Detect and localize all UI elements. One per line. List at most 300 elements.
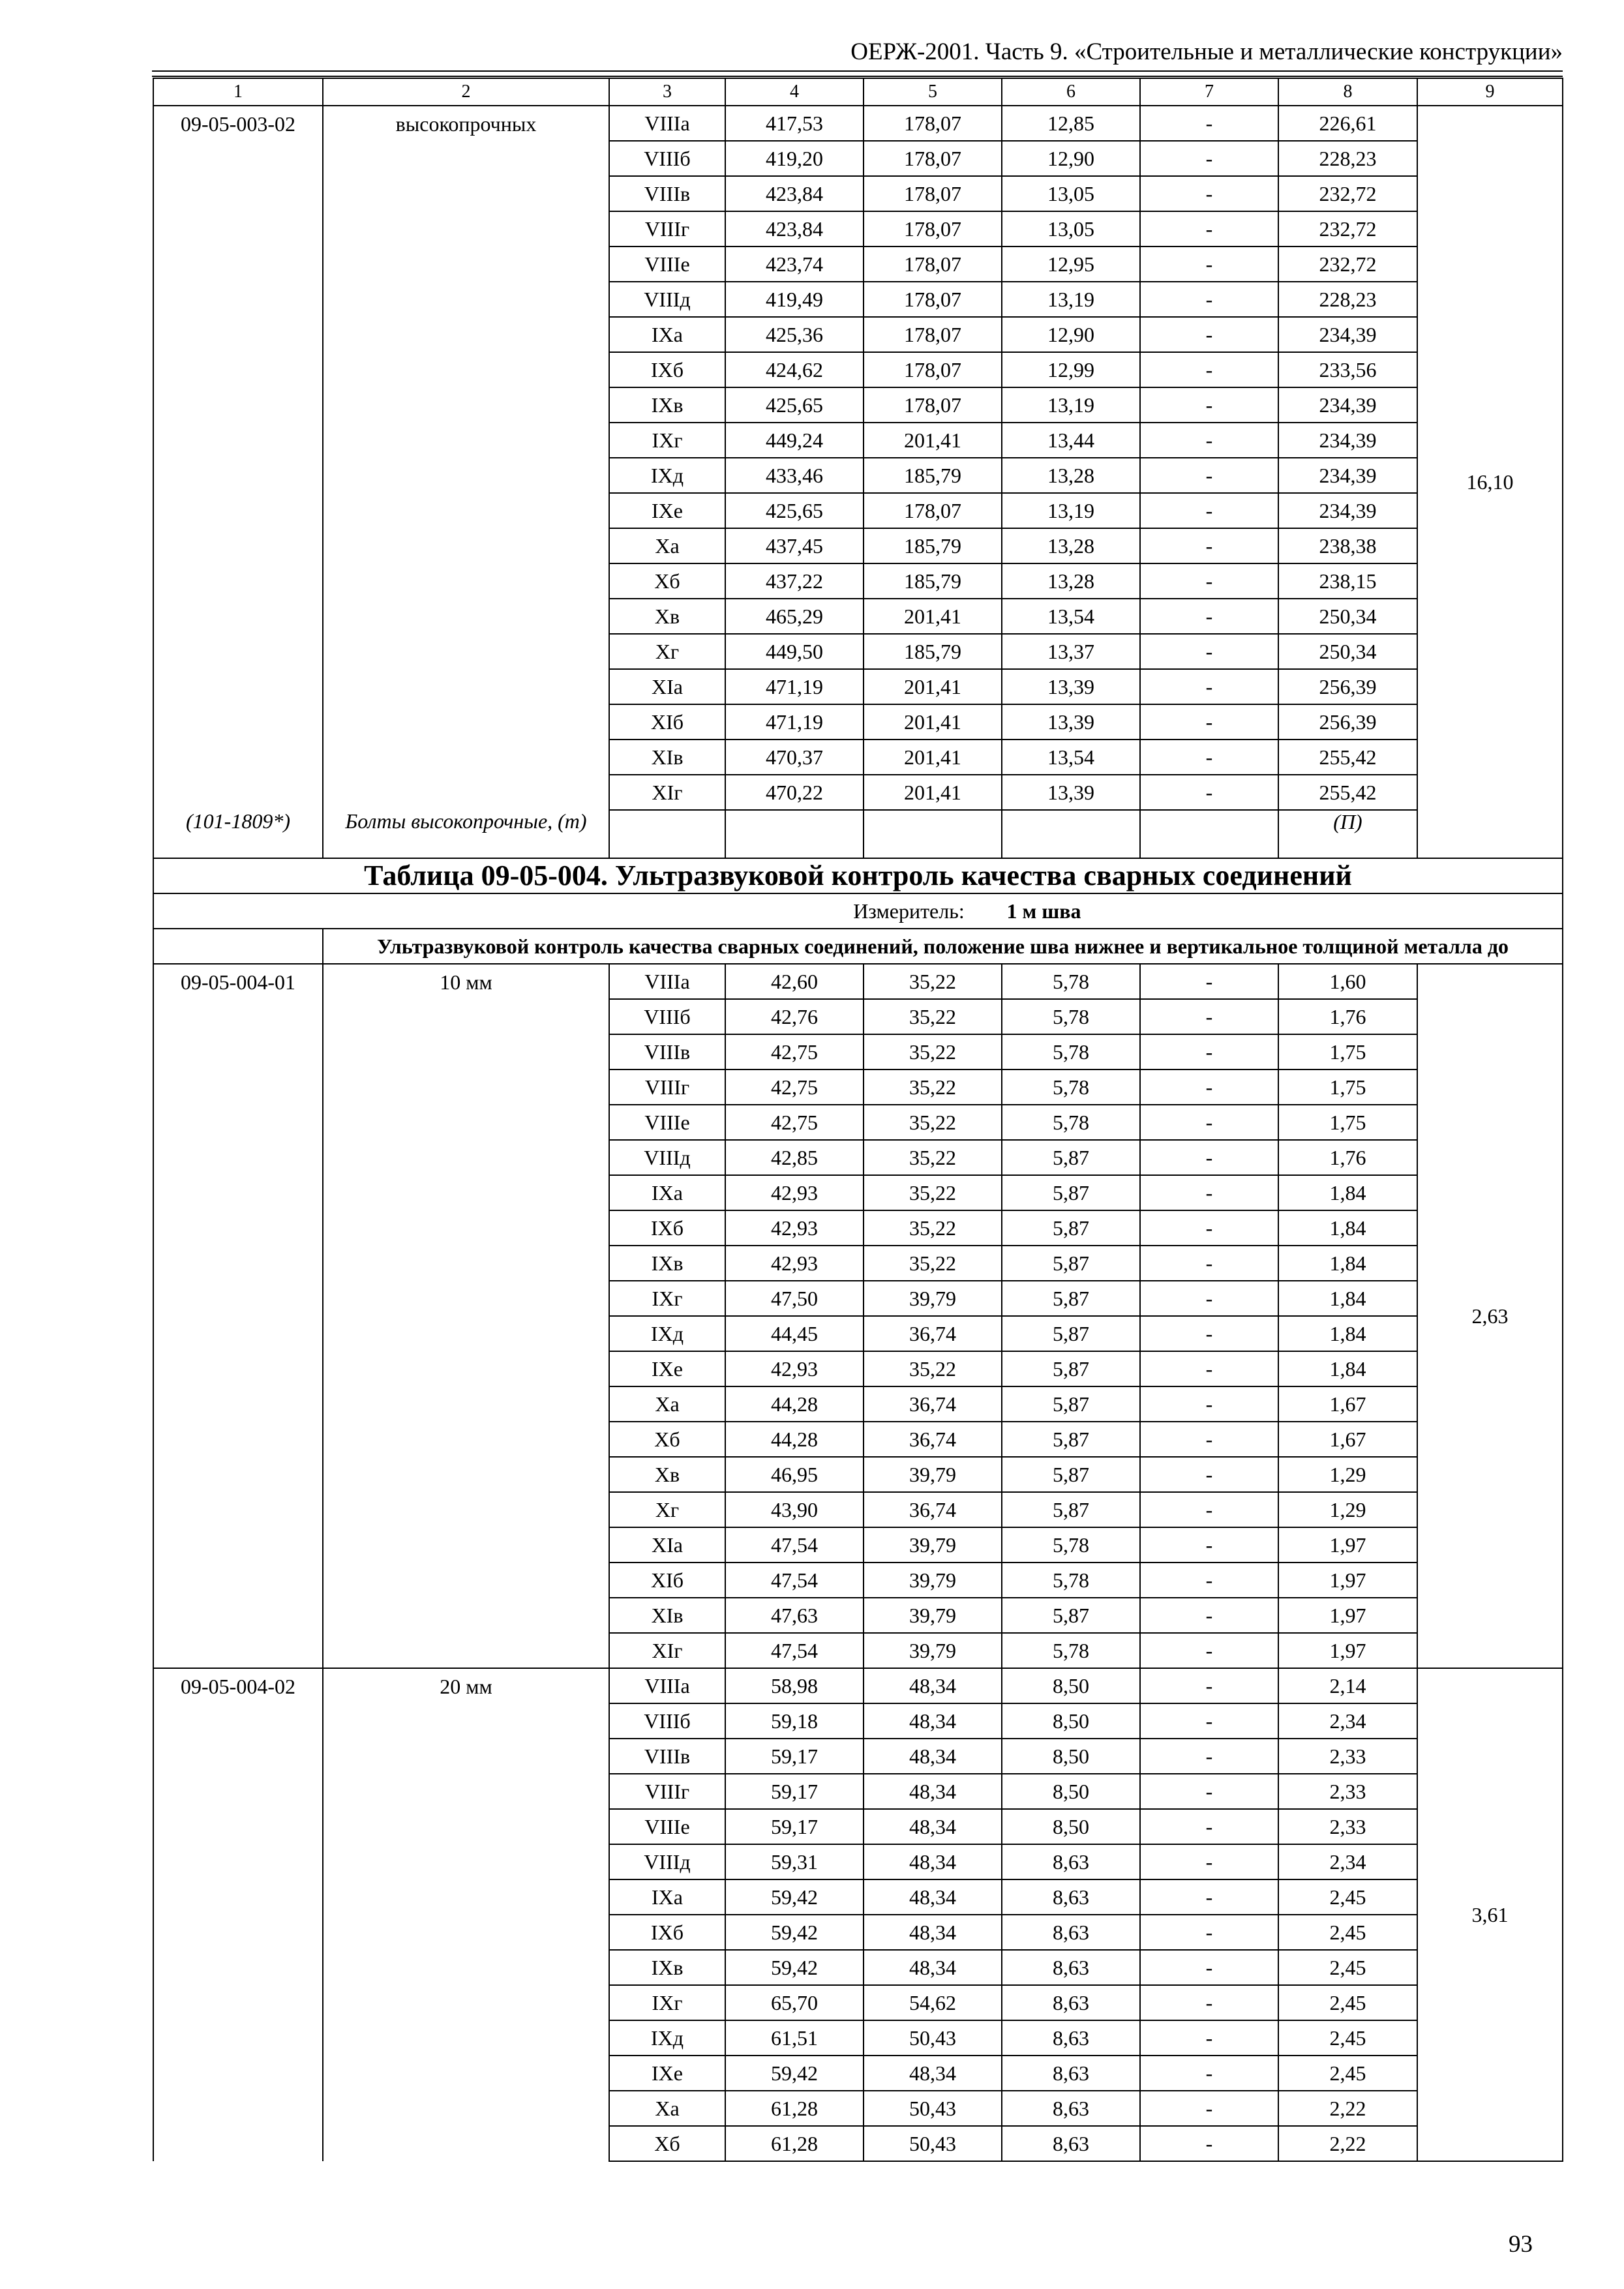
rate-code-empty [153, 599, 323, 634]
work-name-empty [323, 1492, 609, 1527]
value-cell: 470,37 [725, 740, 864, 775]
value-cell: 1,29 [1278, 1457, 1417, 1492]
value-cell: 425,65 [725, 387, 864, 423]
value-cell: 2,45 [1278, 1985, 1417, 2020]
value-cell: - [1140, 1915, 1278, 1950]
region-zone: XIа [609, 1527, 725, 1563]
work-name-empty [323, 1915, 609, 1950]
rate-code-empty [153, 1879, 323, 1915]
column-number: 6 [1002, 78, 1140, 106]
table-row [153, 1492, 1563, 1527]
rate-code-empty [153, 1281, 323, 1316]
value-cell: 233,56 [1278, 352, 1417, 387]
value-cell: 2,45 [1278, 2020, 1417, 2056]
value-cell: 1,97 [1278, 1633, 1417, 1668]
work-name-empty [323, 1527, 609, 1563]
value-cell: - [1140, 387, 1278, 423]
value-cell: 178,07 [864, 352, 1002, 387]
value-cell: 2,22 [1278, 2126, 1417, 2161]
value-cell: 61,28 [725, 2091, 864, 2126]
column-number: 4 [725, 78, 864, 106]
rate-code-empty [153, 1915, 323, 1950]
value-cell: - [1140, 1703, 1278, 1739]
rate-code-empty [153, 669, 323, 704]
table-row [153, 458, 1563, 493]
value-cell: 39,79 [864, 1563, 1002, 1598]
value-cell: 42,93 [725, 1351, 864, 1386]
value-cell: 8,63 [1002, 2091, 1140, 2126]
table-row [153, 1175, 1563, 1210]
value-cell: 12,85 [1002, 106, 1140, 141]
value-cell: - [1140, 247, 1278, 282]
value-cell: 419,20 [725, 141, 864, 176]
value-cell: 1,75 [1278, 1070, 1417, 1105]
work-name-empty [323, 1563, 609, 1598]
region-zone: VIIIд [609, 1140, 725, 1175]
value-cell: 42,93 [725, 1210, 864, 1246]
value-cell: 178,07 [864, 141, 1002, 176]
work-name: 20 мм [323, 1668, 609, 1703]
value-cell: - [1140, 1281, 1278, 1316]
measure-cell [153, 893, 1563, 929]
rate-code-empty [153, 1598, 323, 1633]
work-name-empty [323, 247, 609, 282]
table-row [153, 1739, 1563, 1774]
rate-code-empty [153, 1492, 323, 1527]
value-cell: 178,07 [864, 211, 1002, 247]
value-cell: 35,22 [864, 1140, 1002, 1175]
region-zone: VIIIв [609, 1034, 725, 1070]
value-cell: 5,78 [1002, 1633, 1140, 1668]
value-cell: 59,17 [725, 1739, 864, 1774]
value-cell: - [1140, 669, 1278, 704]
value-cell: - [1140, 282, 1278, 317]
empty-cell [609, 810, 725, 858]
table-row [153, 704, 1563, 740]
region-zone: VIIIв [609, 1739, 725, 1774]
value-cell: 5,87 [1002, 1210, 1140, 1246]
value-cell: 8,63 [1002, 2020, 1140, 2056]
table-body [153, 78, 1563, 2161]
value-cell: 50,43 [864, 2091, 1002, 2126]
table-row [153, 2126, 1563, 2161]
value-cell: 185,79 [864, 458, 1002, 493]
table-row [153, 141, 1563, 176]
rate-code-empty [153, 1950, 323, 1985]
section-subheading: Ультразвуковой контроль качества сварных соединений, положение шва нижнее и вертикальное толщиной металла до [323, 929, 1563, 964]
measure-label: Измеритель: [853, 899, 965, 923]
region-zone: VIIIб [609, 999, 725, 1034]
rate-code-empty [153, 1422, 323, 1457]
header-rule [152, 76, 1563, 77]
value-cell: - [1140, 1879, 1278, 1915]
region-zone: IXе [609, 493, 725, 528]
resource-unit-flag: (П) [1278, 810, 1417, 858]
work-name-empty [323, 599, 609, 634]
value-cell: 238,38 [1278, 528, 1417, 563]
value-cell: - [1140, 458, 1278, 493]
value-cell: 42,60 [725, 964, 864, 999]
value-cell: 8,63 [1002, 1844, 1140, 1879]
work-name-empty [323, 423, 609, 458]
value-cell: 2,45 [1278, 2056, 1417, 2091]
page-number: 93 [1509, 2231, 1533, 2258]
region-zone: IXб [609, 1915, 725, 1950]
value-cell: 228,23 [1278, 282, 1417, 317]
resource-name: Болты высокопрочные, (т) [323, 810, 609, 858]
value-cell: 5,87 [1002, 1246, 1140, 1281]
table-row [153, 528, 1563, 563]
rate-code-empty [153, 2126, 323, 2161]
work-name-empty [323, 1316, 609, 1351]
work-name-empty [323, 1457, 609, 1492]
column-number: 9 [1417, 78, 1563, 106]
value-cell: - [1140, 563, 1278, 599]
value-cell: 232,72 [1278, 176, 1417, 211]
rate-code-empty [153, 1457, 323, 1492]
value-cell: 185,79 [864, 634, 1002, 669]
table-row [153, 1070, 1563, 1105]
work-name-empty [323, 1985, 609, 2020]
work-name-empty [323, 282, 609, 317]
column-number: 3 [609, 78, 725, 106]
value-cell: 48,34 [864, 1879, 1002, 1915]
work-name-empty [323, 775, 609, 810]
value-cell: 54,62 [864, 1985, 1002, 2020]
work-name-empty [323, 141, 609, 176]
value-cell: 8,50 [1002, 1774, 1140, 1809]
value-cell: 59,31 [725, 1844, 864, 1879]
value-cell: 201,41 [864, 775, 1002, 810]
rate-code-empty [153, 1070, 323, 1105]
region-zone: VIIIв [609, 176, 725, 211]
value-cell: - [1140, 1246, 1278, 1281]
col9-value: 16,10 [1417, 106, 1563, 858]
value-cell: 2,33 [1278, 1809, 1417, 1844]
value-cell: 255,42 [1278, 740, 1417, 775]
value-cell: 8,50 [1002, 1668, 1140, 1703]
value-cell: 39,79 [864, 1281, 1002, 1316]
value-cell: 36,74 [864, 1316, 1002, 1351]
empty-cell [1002, 810, 1140, 858]
value-cell: 13,28 [1002, 563, 1140, 599]
rate-code-empty [153, 1351, 323, 1386]
region-zone: XIб [609, 704, 725, 740]
work-name-empty [323, 1879, 609, 1915]
region-zone: VIIIг [609, 211, 725, 247]
value-cell: 234,39 [1278, 458, 1417, 493]
work-name-empty [323, 317, 609, 352]
table-row [153, 1703, 1563, 1739]
value-cell: 8,63 [1002, 1915, 1140, 1950]
work-name-empty [323, 634, 609, 669]
value-cell: 470,22 [725, 775, 864, 810]
value-cell: - [1140, 634, 1278, 669]
work-name-empty [323, 669, 609, 704]
table-row [153, 176, 1563, 211]
value-cell: - [1140, 493, 1278, 528]
value-cell: 1,97 [1278, 1598, 1417, 1633]
region-zone: IXв [609, 1246, 725, 1281]
value-cell: 5,87 [1002, 1281, 1140, 1316]
value-cell: - [1140, 1422, 1278, 1457]
value-cell: 425,36 [725, 317, 864, 352]
value-cell: 1,84 [1278, 1281, 1417, 1316]
value-cell: 471,19 [725, 669, 864, 704]
rate-code-empty [153, 1739, 323, 1774]
work-name-empty [323, 528, 609, 563]
work-name-empty [323, 211, 609, 247]
value-cell: 61,51 [725, 2020, 864, 2056]
region-zone: IXг [609, 1281, 725, 1316]
value-cell: 47,50 [725, 1281, 864, 1316]
value-cell: - [1140, 1598, 1278, 1633]
region-zone: IXа [609, 1175, 725, 1210]
rate-code-empty [153, 1034, 323, 1070]
value-cell: 59,42 [725, 2056, 864, 2091]
rate-code-empty [153, 2020, 323, 2056]
value-cell: - [1140, 2126, 1278, 2161]
region-zone: VIIIб [609, 1703, 725, 1739]
value-cell: 423,84 [725, 211, 864, 247]
rate-code: 09-05-004-02 [153, 1668, 323, 1703]
value-cell: - [1140, 1316, 1278, 1351]
value-cell: 178,07 [864, 317, 1002, 352]
table-row [153, 1633, 1563, 1668]
table-row [153, 2091, 1563, 2126]
rate-code: 09-05-003-02 [153, 106, 323, 141]
table-row [153, 1210, 1563, 1246]
value-cell: - [1140, 999, 1278, 1034]
value-cell: 185,79 [864, 528, 1002, 563]
value-cell: 465,29 [725, 599, 864, 634]
rate-code-empty [153, 999, 323, 1034]
measure-value: 1 м шва [1006, 899, 1081, 923]
region-zone: IXг [609, 1985, 725, 2020]
value-cell: 12,90 [1002, 141, 1140, 176]
value-cell: - [1140, 1386, 1278, 1422]
value-cell: 234,39 [1278, 387, 1417, 423]
rate-code-empty [153, 1703, 323, 1739]
value-cell: - [1140, 352, 1278, 387]
table-row [153, 1351, 1563, 1386]
value-cell: 59,42 [725, 1915, 864, 1950]
value-cell: 5,78 [1002, 1105, 1140, 1140]
value-cell: - [1140, 1351, 1278, 1386]
value-cell: 419,49 [725, 282, 864, 317]
region-zone: Xг [609, 1492, 725, 1527]
value-cell: 471,19 [725, 704, 864, 740]
work-name-empty [323, 1070, 609, 1105]
value-cell: 437,22 [725, 563, 864, 599]
value-cell: - [1140, 704, 1278, 740]
value-cell: 35,22 [864, 964, 1002, 999]
work-name-empty [323, 2091, 609, 2126]
value-cell: 39,79 [864, 1457, 1002, 1492]
value-cell: 48,34 [864, 1668, 1002, 1703]
value-cell: 35,22 [864, 1034, 1002, 1070]
value-cell: 13,28 [1002, 528, 1140, 563]
value-cell: 8,50 [1002, 1739, 1140, 1774]
empty-cell [725, 810, 864, 858]
resource-code: (101-1809*) [153, 810, 323, 858]
value-cell: 42,93 [725, 1175, 864, 1210]
rate-code-empty [153, 1105, 323, 1140]
rate-code-empty [153, 141, 323, 176]
value-cell: 8,63 [1002, 2056, 1140, 2091]
value-cell: - [1140, 1809, 1278, 1844]
work-name-empty [323, 704, 609, 740]
region-zone: XIб [609, 1563, 725, 1598]
work-name-empty [323, 1422, 609, 1457]
region-zone: IXб [609, 352, 725, 387]
value-cell: 59,17 [725, 1774, 864, 1809]
value-cell: 44,45 [725, 1316, 864, 1351]
value-cell: 185,79 [864, 563, 1002, 599]
value-cell: 35,22 [864, 1175, 1002, 1210]
work-name-empty [323, 2020, 609, 2056]
table-row [153, 282, 1563, 317]
region-zone: XIв [609, 740, 725, 775]
value-cell: 2,34 [1278, 1844, 1417, 1879]
table-row [153, 634, 1563, 669]
value-cell: 423,84 [725, 176, 864, 211]
work-name-empty [323, 1809, 609, 1844]
table-row [153, 1879, 1563, 1915]
column-number: 8 [1278, 78, 1417, 106]
work-name-empty [323, 1598, 609, 1633]
value-cell: 5,87 [1002, 1140, 1140, 1175]
region-zone: IXд [609, 1316, 725, 1351]
header-rule [152, 70, 1563, 72]
rate-code-empty [153, 282, 323, 317]
rate-code-empty [153, 1985, 323, 2020]
value-cell: 58,98 [725, 1668, 864, 1703]
work-name-empty [323, 1210, 609, 1246]
value-cell: 1,67 [1278, 1422, 1417, 1457]
table-row [153, 964, 1563, 999]
value-cell: 35,22 [864, 1351, 1002, 1386]
value-cell: 5,87 [1002, 1316, 1140, 1351]
value-cell: 5,78 [1002, 964, 1140, 999]
region-zone: Xб [609, 2126, 725, 2161]
value-cell: 1,75 [1278, 1105, 1417, 1140]
value-cell: - [1140, 1633, 1278, 1668]
region-zone: XIг [609, 775, 725, 810]
region-zone: VIIIг [609, 1774, 725, 1809]
table-row [153, 669, 1563, 704]
value-cell: 256,39 [1278, 669, 1417, 704]
value-cell: 178,07 [864, 387, 1002, 423]
work-name-empty [323, 1774, 609, 1809]
table-row [153, 599, 1563, 634]
value-cell: - [1140, 423, 1278, 458]
rate-code-empty [153, 1844, 323, 1879]
value-cell: 12,95 [1002, 247, 1140, 282]
value-cell: 228,23 [1278, 141, 1417, 176]
value-cell: 39,79 [864, 1633, 1002, 1668]
value-cell: 48,34 [864, 1774, 1002, 1809]
region-zone: Xб [609, 1422, 725, 1457]
rate-code-empty [153, 387, 323, 423]
region-zone: Xг [609, 634, 725, 669]
region-zone: Xа [609, 528, 725, 563]
value-cell: - [1140, 528, 1278, 563]
value-cell: 42,76 [725, 999, 864, 1034]
value-cell: 2,14 [1278, 1668, 1417, 1703]
value-cell: - [1140, 106, 1278, 141]
value-cell: - [1140, 1210, 1278, 1246]
table-row [153, 1105, 1563, 1140]
value-cell: 8,63 [1002, 1950, 1140, 1985]
region-zone: Xб [609, 563, 725, 599]
value-cell: 65,70 [725, 1985, 864, 2020]
table-row [153, 563, 1563, 599]
value-cell: - [1140, 775, 1278, 810]
table-row [153, 1281, 1563, 1316]
value-cell: 201,41 [864, 423, 1002, 458]
value-cell: - [1140, 1563, 1278, 1598]
value-cell: 1,84 [1278, 1316, 1417, 1351]
value-cell: 36,74 [864, 1422, 1002, 1457]
value-cell: 1,60 [1278, 964, 1417, 999]
table-row [153, 423, 1563, 458]
table-row [153, 1985, 1563, 2020]
value-cell: 42,85 [725, 1140, 864, 1175]
value-cell: - [1140, 2056, 1278, 2091]
value-cell: 59,42 [725, 1950, 864, 1985]
value-cell: 47,63 [725, 1598, 864, 1633]
value-cell: 1,84 [1278, 1351, 1417, 1386]
value-cell: 201,41 [864, 740, 1002, 775]
value-cell: 5,78 [1002, 1070, 1140, 1105]
value-cell: - [1140, 1739, 1278, 1774]
region-zone: IXд [609, 458, 725, 493]
table-row [153, 1316, 1563, 1351]
value-cell: 2,22 [1278, 2091, 1417, 2126]
rate-code-empty [153, 1527, 323, 1563]
value-cell: - [1140, 2020, 1278, 2056]
region-zone: VIIIа [609, 1668, 725, 1703]
value-cell: 35,22 [864, 999, 1002, 1034]
work-name-empty [323, 1175, 609, 1210]
value-cell: 449,50 [725, 634, 864, 669]
measure-row [153, 893, 1563, 929]
value-cell: 12,90 [1002, 317, 1140, 352]
value-cell: 48,34 [864, 1809, 1002, 1844]
value-cell: 59,18 [725, 1703, 864, 1739]
table-row [153, 493, 1563, 528]
value-cell: 238,15 [1278, 563, 1417, 599]
price-table [153, 78, 1563, 2162]
table-row [153, 1844, 1563, 1879]
value-cell: - [1140, 1492, 1278, 1527]
value-cell: 1,67 [1278, 1386, 1417, 1422]
work-name-empty [323, 1351, 609, 1386]
value-cell: 5,87 [1002, 1492, 1140, 1527]
value-cell: 2,45 [1278, 1950, 1417, 1985]
work-name: 10 мм [323, 964, 609, 999]
value-cell: 47,54 [725, 1527, 864, 1563]
value-cell: - [1140, 964, 1278, 999]
value-cell: 48,34 [864, 1915, 1002, 1950]
empty-cell [864, 810, 1002, 858]
value-cell: 201,41 [864, 599, 1002, 634]
value-cell: 5,87 [1002, 1457, 1140, 1492]
value-cell: 47,54 [725, 1633, 864, 1668]
value-cell: 256,39 [1278, 704, 1417, 740]
value-cell: 234,39 [1278, 423, 1417, 458]
